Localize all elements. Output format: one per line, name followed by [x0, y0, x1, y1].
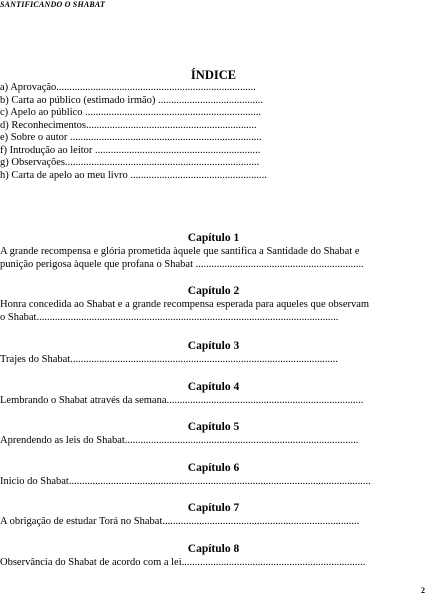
- running-header: SANTIFICANDO O SHABAT: [0, 0, 106, 9]
- chapter-heading: Capítulo 1: [187, 232, 240, 244]
- chapter-3: [0, 339, 420, 366]
- chapter-8: [0, 542, 420, 569]
- chapter-entry-line: Lembrando o Shabat através da semana...........................................................................: [0, 395, 364, 406]
- index-item: g) Observações..........................................................................: [0, 157, 260, 168]
- page-number: 2: [421, 586, 425, 595]
- chapter-5: [0, 420, 420, 447]
- chapter-heading: Capítulo 2: [187, 285, 240, 297]
- index-list: [0, 82, 300, 182]
- chapter-heading: Capítulo 4: [187, 381, 240, 393]
- chapter-entry-line: A grande recompensa e glória prometida àquele que santifica a Santidade do Shabat e: [0, 246, 360, 257]
- index-item: c) Apelo ao público ...................................................................: [0, 107, 262, 118]
- chapter-heading: Capítulo 3: [187, 340, 240, 352]
- chapter-entry-line: Honra concedida ao Shabat e a grande recompensa esperada para aqueles que observam: [0, 299, 370, 310]
- chapter-entry-line: Aprendendo as leis do Shabat.........................................................................................: [0, 435, 359, 446]
- chapter-entry-line: Trajes do Shabat......................................................................................................: [0, 354, 338, 365]
- chapter-4: [0, 380, 420, 407]
- chapter-heading: Capítulo 7: [187, 502, 240, 514]
- chapter-7: [0, 501, 420, 528]
- index-item: a) Aprovação............................................................................: [0, 82, 256, 93]
- chapter-heading: Capítulo 8: [187, 543, 240, 555]
- chapter-1: [0, 231, 420, 271]
- chapter-heading: Capítulo 6: [187, 462, 240, 474]
- chapter-entry-line: Observância do Shabat de acordo com a lei......................................................................: [0, 557, 366, 568]
- chapter-2: [0, 284, 420, 324]
- chapter-entry-line: Inicio do Shabat...................................................................................................................: [0, 476, 371, 487]
- index-item: f) Introdução ao leitor ...............................................................: [0, 144, 261, 156]
- chapter-entry-line: punição perigosa àquele que profana o Shabat ................................................................: [0, 259, 364, 270]
- chapter-entry-line: o Shabat...................................................................................................................: [0, 312, 339, 323]
- index-item: b) Carta ao público (estimado irmão) ........................................: [0, 94, 264, 106]
- index-item: e) Sobre o autor .........................................................................: [0, 132, 262, 143]
- index-item: d) Reconhecimentos.................................................................: [0, 119, 257, 131]
- index-title: ÍNDICE: [190, 68, 237, 82]
- chapter-6: [0, 461, 420, 488]
- chapter-entry-line: A obrigação de estudar Torá no Shabat...........................................................................: [0, 516, 360, 527]
- chapter-heading: Capítulo 5: [187, 421, 240, 433]
- index-item: h) Carta de apelo ao meu livro ....................................................: [0, 169, 267, 181]
